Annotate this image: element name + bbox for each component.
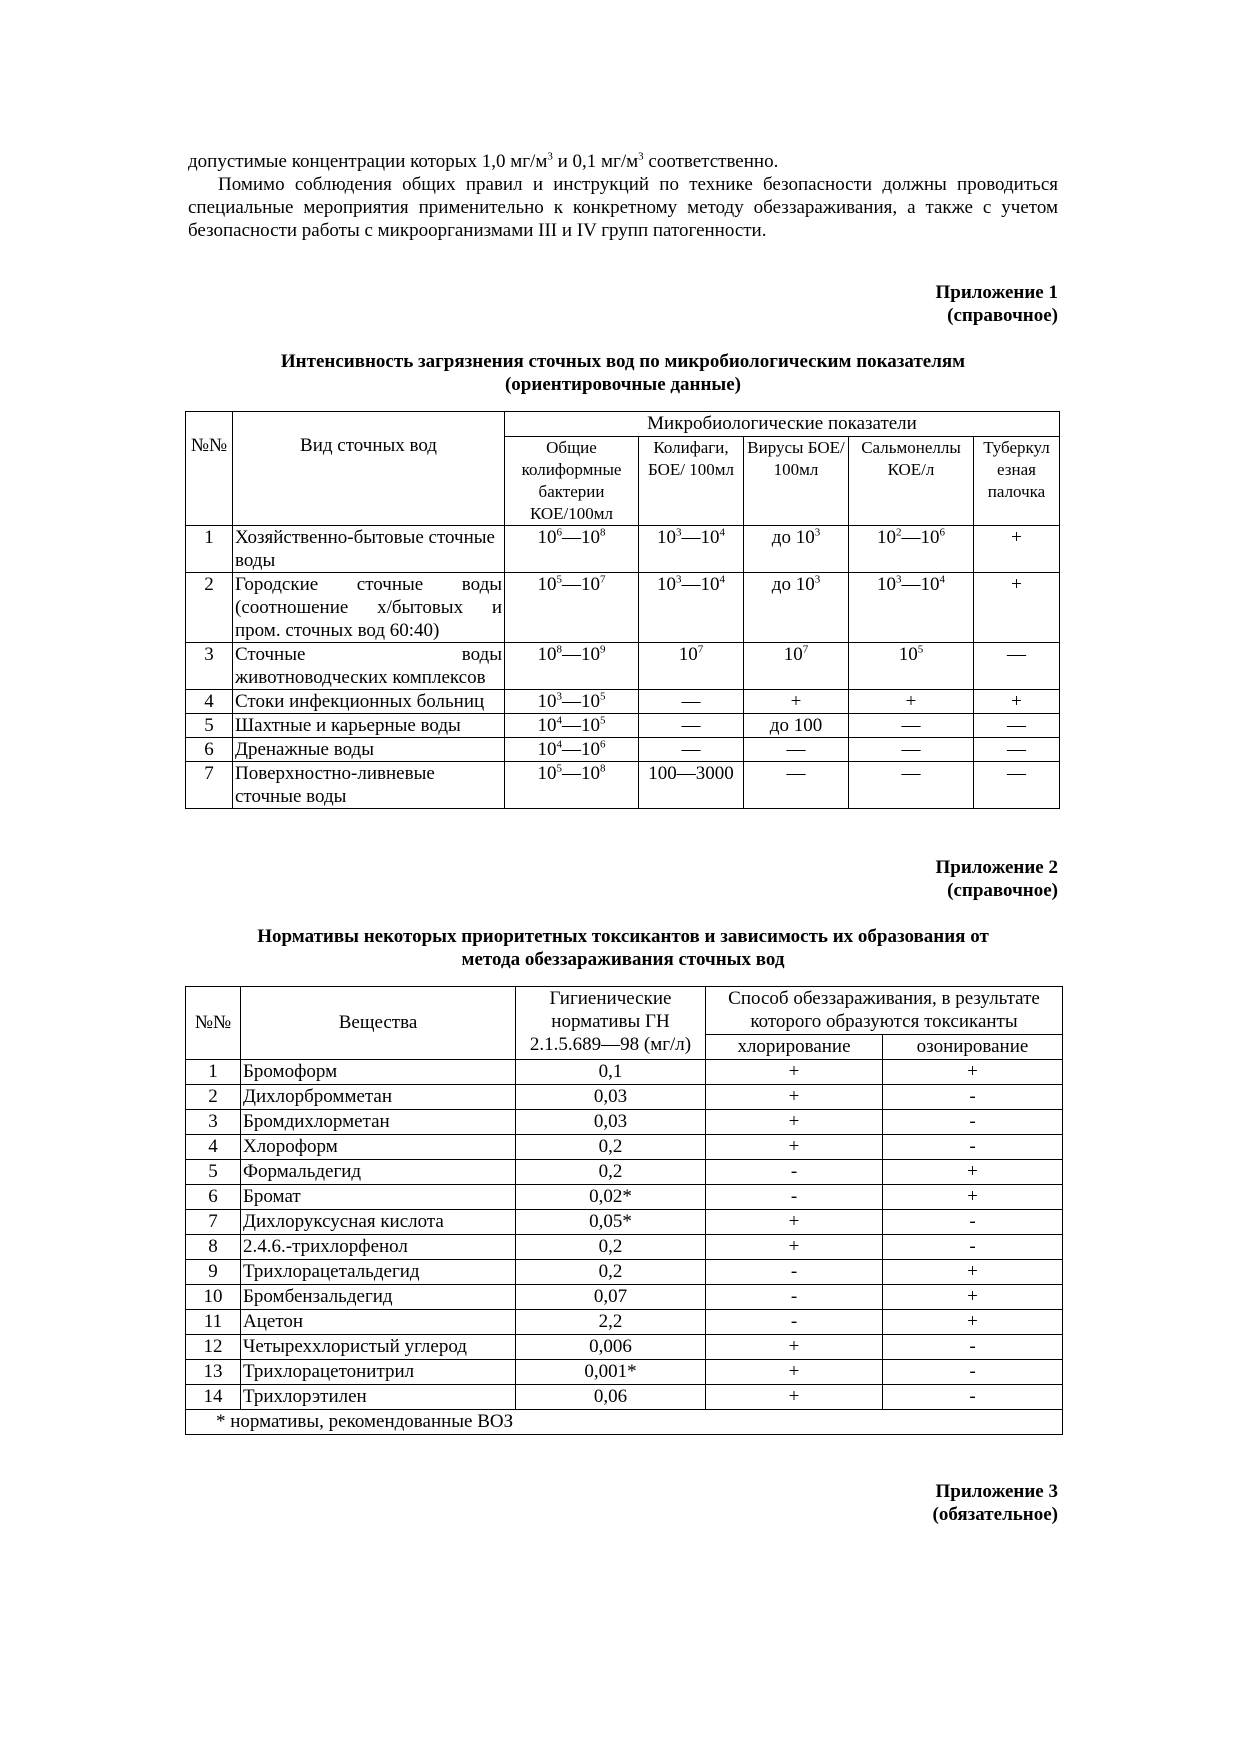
cell-tuberculosis: — xyxy=(974,762,1060,809)
header-tuberculosis: Туберкул езная палочка xyxy=(974,437,1060,526)
value-exponent: 6 xyxy=(939,526,945,539)
row-substance: Бромат xyxy=(241,1185,516,1210)
value-base: 10 xyxy=(537,527,557,548)
appendix-1-title xyxy=(188,350,1058,396)
cell-chlorination: - xyxy=(706,1260,883,1285)
table-row xyxy=(186,1285,1063,1310)
cell-ozonation: + xyxy=(883,1185,1063,1210)
cell-chlorination: + xyxy=(706,1060,883,1085)
cell-viruses xyxy=(744,643,849,690)
row-num: 7 xyxy=(186,1210,241,1235)
header-type: Вид сточных вод xyxy=(233,412,505,526)
range-dash: — xyxy=(562,715,581,736)
row-water-type: Хозяйственно-бытовые сточные воды xyxy=(233,526,505,573)
row-num: 5 xyxy=(186,1160,241,1185)
row-num: 9 xyxy=(186,1260,241,1285)
value-base: 10 xyxy=(700,527,720,548)
value-exponent: 5 xyxy=(556,573,562,586)
table-row xyxy=(186,1210,1063,1235)
row-substance: Формальдегид xyxy=(241,1160,516,1185)
row-num: 5 xyxy=(186,714,233,738)
value-base: — xyxy=(786,739,806,760)
table-row xyxy=(186,1135,1063,1160)
table-row xyxy=(186,1335,1063,1360)
cell-tuberculosis: + xyxy=(974,573,1060,643)
cell-salmonella xyxy=(849,643,974,690)
header-method: Способ обеззараживания, в результате которого образуются токсиканты xyxy=(706,987,1063,1035)
header-viruses: Вирусы БОЕ/ 100мл xyxy=(744,437,849,526)
range-dash: — xyxy=(562,691,581,712)
table-row xyxy=(186,1385,1063,1410)
cell-chlorination: + xyxy=(706,1335,883,1360)
header-chlorination: хлорирование xyxy=(706,1035,883,1060)
appendix-3-label: Приложение 3 xyxy=(935,1481,1058,1502)
cell-coliform xyxy=(505,738,639,762)
cell-tuberculosis: — xyxy=(974,714,1060,738)
cell-tuberculosis: — xyxy=(974,643,1060,690)
cell-chlorination: + xyxy=(706,1085,883,1110)
cell-ozonation: + xyxy=(883,1160,1063,1185)
value-exponent: 2 xyxy=(896,526,902,539)
table-row xyxy=(186,526,1060,573)
row-water-type: Стоки инфекционных больниц xyxy=(233,690,505,714)
header-norm: Гигиенические нормативы ГН 2.1.5.689—98 (мг/л) xyxy=(516,987,706,1060)
table-row xyxy=(186,1260,1063,1285)
row-num: 2 xyxy=(186,1085,241,1110)
appendix-2-label: Приложение 2 xyxy=(935,857,1058,878)
header-ozonation: озонирование xyxy=(883,1035,1063,1060)
toxicants-table xyxy=(185,986,1063,1435)
value-exponent: 6 xyxy=(556,526,562,539)
cell-salmonella xyxy=(849,738,974,762)
value-base: 10 xyxy=(581,715,600,736)
cell-coliform xyxy=(505,526,639,573)
row-substance: Трихлорацетальдегид xyxy=(241,1260,516,1285)
intro-text-a: допустимые концентрации которых 1,0 мг/м xyxy=(188,151,548,172)
value-base: 10 xyxy=(581,739,600,760)
cell-viruses xyxy=(744,690,849,714)
intro-line xyxy=(188,150,1058,173)
cell-chlorination: + xyxy=(706,1110,883,1135)
table-row xyxy=(186,1235,1063,1260)
cell-salmonella xyxy=(849,690,974,714)
row-substance: 2.4.6.-трихлорфенол xyxy=(241,1235,516,1260)
cell-chlorination: + xyxy=(706,1235,883,1260)
value-exponent: 4 xyxy=(719,573,725,586)
table-row xyxy=(186,1060,1063,1085)
row-num: 13 xyxy=(186,1360,241,1385)
cell-ozonation: + xyxy=(883,1060,1063,1085)
document-page xyxy=(188,150,1058,1526)
cell-viruses xyxy=(744,762,849,809)
table-row xyxy=(186,1160,1063,1185)
cell-ozonation: - xyxy=(883,1085,1063,1110)
value-base: 10 xyxy=(581,574,600,595)
value-base: 10 xyxy=(920,574,940,595)
cell-norm: 0,006 xyxy=(516,1335,706,1360)
row-num: 1 xyxy=(186,1060,241,1085)
value-base: 10 xyxy=(537,763,557,784)
value-exponent: 9 xyxy=(600,643,606,656)
table-row xyxy=(186,762,1060,809)
cell-chlorination: - xyxy=(706,1185,883,1210)
cell-chlorination: - xyxy=(706,1160,883,1185)
value-exponent: 4 xyxy=(719,526,725,539)
title-line: Нормативы некоторых приоритетных токсикантов и зависимость их образования от xyxy=(257,926,989,947)
cell-tuberculosis: + xyxy=(974,526,1060,573)
range-dash: — xyxy=(562,527,581,548)
header-coliphages: Колифаги, БОЕ/ 100мл xyxy=(639,437,744,526)
value-base: 10 xyxy=(581,644,600,665)
cell-coliform xyxy=(505,643,639,690)
table-row xyxy=(186,1310,1063,1335)
value-exponent: 5 xyxy=(917,643,924,656)
cell-norm: 0,03 xyxy=(516,1110,706,1135)
row-substance: Трихлорацетонитрил xyxy=(241,1360,516,1385)
row-num: 3 xyxy=(186,1110,241,1135)
row-substance: Бромдихлорметан xyxy=(241,1110,516,1135)
cell-norm: 0,02* xyxy=(516,1185,706,1210)
intro-paragraph: Помимо соблюдения общих правил и инструкций по технике безопасности должны проводиться специальные мероприятия применительно к конкретному методу обеззараживания, а также с учетом безопасности работы с микроорганизмами III и IV групп патогенности. xyxy=(188,174,1058,241)
row-substance: Хлороформ xyxy=(241,1135,516,1160)
cell-ozonation: - xyxy=(883,1385,1063,1410)
value-base: до 100 xyxy=(769,715,823,736)
header-salmonella: Сальмонеллы КОЕ/л xyxy=(849,437,974,526)
cell-coliphages xyxy=(639,643,744,690)
value-exponent: 7 xyxy=(697,643,704,656)
superscript: 3 xyxy=(638,150,644,163)
cell-chlorination: + xyxy=(706,1385,883,1410)
row-substance: Бромбензальдегид xyxy=(241,1285,516,1310)
cell-ozonation: - xyxy=(883,1335,1063,1360)
table-row xyxy=(186,1185,1063,1210)
range-dash: — xyxy=(901,527,921,548)
cell-salmonella xyxy=(849,762,974,809)
value-base: 10 xyxy=(877,574,896,595)
value-exponent: 8 xyxy=(556,643,562,656)
value-exponent: 3 xyxy=(676,573,682,586)
header-coliform: Общие колиформные бактерии КОЕ/100мл xyxy=(505,437,639,526)
value-base: 10 xyxy=(537,739,557,760)
value-base: — xyxy=(681,739,701,760)
table-row xyxy=(186,690,1060,714)
cell-viruses xyxy=(744,714,849,738)
value-base: 10 xyxy=(678,644,698,665)
value-exponent: 4 xyxy=(939,573,945,586)
value-exponent: 8 xyxy=(600,526,606,539)
value-base: — xyxy=(901,715,921,736)
cell-norm: 0,2 xyxy=(516,1260,706,1285)
table-row xyxy=(186,1360,1063,1385)
value-base: 10 xyxy=(537,644,557,665)
row-num: 11 xyxy=(186,1310,241,1335)
range-dash: — xyxy=(681,574,701,595)
title-line: Интенсивность загрязнения сточных вод по микробиологическим показателям xyxy=(280,351,966,372)
value-exponent: 5 xyxy=(556,762,562,775)
table-footnote: * нормативы, рекомендованные ВОЗ xyxy=(186,1410,1063,1435)
cell-ozonation: - xyxy=(883,1135,1063,1160)
row-num: 14 xyxy=(186,1385,241,1410)
range-dash: — xyxy=(562,644,581,665)
cell-norm: 0,06 xyxy=(516,1385,706,1410)
value-exponent: 7 xyxy=(802,643,809,656)
range-dash: — xyxy=(562,574,581,595)
cell-chlorination: + xyxy=(706,1360,883,1385)
intro-text-b: и 0,1 мг/м xyxy=(552,151,639,172)
cell-salmonella xyxy=(849,573,974,643)
cell-coliform xyxy=(505,573,639,643)
cell-coliform xyxy=(505,714,639,738)
appendix-1-kind: (справочное) xyxy=(947,305,1058,326)
value-exponent: 6 xyxy=(600,738,606,751)
row-substance: Бромоформ xyxy=(241,1060,516,1085)
cell-norm: 0,05* xyxy=(516,1210,706,1235)
cell-norm: 0,001* xyxy=(516,1360,706,1385)
row-water-type: Поверхностно-ливневые сточные воды xyxy=(233,762,505,809)
cell-coliform xyxy=(505,690,639,714)
cell-ozonation: + xyxy=(883,1285,1063,1310)
value-base: + xyxy=(905,691,917,712)
cell-norm: 2,2 xyxy=(516,1310,706,1335)
cell-norm: 0,2 xyxy=(516,1135,706,1160)
row-water-type: Шахтные и карьерные воды xyxy=(233,714,505,738)
appendix-2-title xyxy=(188,925,1058,971)
table-row xyxy=(186,573,1060,643)
cell-ozonation: + xyxy=(883,1260,1063,1285)
row-num: 3 xyxy=(186,643,233,690)
value-exponent: 3 xyxy=(556,690,562,703)
value-base: 10 xyxy=(920,527,940,548)
value-base: — xyxy=(901,739,921,760)
cell-coliphages xyxy=(639,762,744,809)
header-group: Микробиологические показатели xyxy=(505,412,1060,437)
value-exponent: 3 xyxy=(814,526,821,539)
row-water-type: Городские сточные воды (соотношение х/бытовых и пром. сточных вод 60:40) xyxy=(233,573,505,643)
value-base: 10 xyxy=(877,527,896,548)
row-num: 1 xyxy=(186,526,233,573)
row-num: 4 xyxy=(186,690,233,714)
cell-viruses xyxy=(744,573,849,643)
row-num: 7 xyxy=(186,762,233,809)
appendix-2-kind: (справочное) xyxy=(947,880,1058,901)
cell-coliphages xyxy=(639,714,744,738)
value-base: 10 xyxy=(700,574,720,595)
cell-salmonella xyxy=(849,714,974,738)
row-water-type: Дренажные воды xyxy=(233,738,505,762)
header-substance: Вещества xyxy=(241,987,516,1060)
row-num: 6 xyxy=(186,1185,241,1210)
range-dash: — xyxy=(681,527,701,548)
cell-coliform xyxy=(505,762,639,809)
cell-norm: 0,2 xyxy=(516,1160,706,1185)
value-exponent: 3 xyxy=(676,526,682,539)
value-base: — xyxy=(786,763,806,784)
value-base: 10 xyxy=(537,691,557,712)
row-num: 4 xyxy=(186,1135,241,1160)
cell-salmonella xyxy=(849,526,974,573)
range-dash: — xyxy=(562,763,581,784)
table-row xyxy=(186,1085,1063,1110)
value-exponent: 3 xyxy=(814,573,821,586)
value-base: 10 xyxy=(581,691,600,712)
value-base: 10 xyxy=(657,574,676,595)
range-dash: — xyxy=(901,574,921,595)
appendix-1-label: Приложение 1 xyxy=(935,282,1058,303)
header-num: №№ xyxy=(186,412,233,526)
cell-tuberculosis: + xyxy=(974,690,1060,714)
table-row xyxy=(186,738,1060,762)
range-dash: — xyxy=(562,739,581,760)
value-base: 10 xyxy=(657,527,676,548)
row-num: 6 xyxy=(186,738,233,762)
cell-norm: 0,2 xyxy=(516,1235,706,1260)
value-base: 10 xyxy=(783,644,803,665)
cell-ozonation: - xyxy=(883,1235,1063,1260)
value-base: 10 xyxy=(581,527,600,548)
cell-coliphages xyxy=(639,690,744,714)
table-row xyxy=(186,1110,1063,1135)
header-num: №№ xyxy=(186,987,241,1060)
value-base: + xyxy=(790,691,802,712)
table-row xyxy=(186,714,1060,738)
cell-ozonation: - xyxy=(883,1360,1063,1385)
cell-norm: 0,03 xyxy=(516,1085,706,1110)
row-num: 12 xyxy=(186,1335,241,1360)
value-exponent: 3 xyxy=(896,573,902,586)
cell-norm: 0,07 xyxy=(516,1285,706,1310)
row-substance: Дихлорбромметан xyxy=(241,1085,516,1110)
value-base: 10 xyxy=(537,715,557,736)
cell-norm: 0,1 xyxy=(516,1060,706,1085)
value-base: 10 xyxy=(898,644,918,665)
cell-coliphages xyxy=(639,738,744,762)
cell-ozonation: - xyxy=(883,1210,1063,1235)
row-substance: Трихлорэтилен xyxy=(241,1385,516,1410)
cell-viruses xyxy=(744,738,849,762)
row-substance: Дихлоруксусная кислота xyxy=(241,1210,516,1235)
row-num: 2 xyxy=(186,573,233,643)
row-num: 10 xyxy=(186,1285,241,1310)
table-row xyxy=(186,643,1060,690)
row-substance: Четыреххлористый углерод xyxy=(241,1335,516,1360)
value-exponent: 4 xyxy=(556,738,562,751)
row-substance: Ацетон xyxy=(241,1310,516,1335)
value-base: 100—3000 xyxy=(648,763,734,784)
value-exponent: 4 xyxy=(556,714,562,727)
value-base: 10 xyxy=(581,763,600,784)
value-exponent: 5 xyxy=(600,690,606,703)
row-water-type: Сточные воды животноводческих комплексов xyxy=(233,643,505,690)
value-base: — xyxy=(901,763,921,784)
value-exponent: 7 xyxy=(600,573,606,586)
value-base: 10 xyxy=(537,574,557,595)
microbiology-table xyxy=(185,411,1060,809)
cell-coliphages xyxy=(639,526,744,573)
cell-chlorination: + xyxy=(706,1210,883,1235)
intro-text-c: соответственно. xyxy=(643,151,779,172)
value-exponent: 5 xyxy=(600,714,606,727)
appendix-3-kind: (обязательное) xyxy=(932,1504,1058,1525)
row-num: 8 xyxy=(186,1235,241,1260)
cell-coliphages xyxy=(639,573,744,643)
title-line: метода обеззараживания сточных вод xyxy=(461,949,785,970)
cell-chlorination: + xyxy=(706,1135,883,1160)
cell-tuberculosis: — xyxy=(974,738,1060,762)
value-base: до 10 xyxy=(771,574,815,595)
title-line: (ориентировочные данные) xyxy=(504,374,741,395)
cell-ozonation: - xyxy=(883,1110,1063,1135)
value-base: — xyxy=(681,715,701,736)
superscript: 3 xyxy=(547,150,553,163)
cell-viruses xyxy=(744,526,849,573)
value-exponent: 8 xyxy=(600,762,606,775)
value-base: — xyxy=(681,691,701,712)
cell-chlorination: - xyxy=(706,1285,883,1310)
value-base: до 10 xyxy=(771,527,815,548)
cell-ozonation: + xyxy=(883,1310,1063,1335)
cell-chlorination: - xyxy=(706,1310,883,1335)
